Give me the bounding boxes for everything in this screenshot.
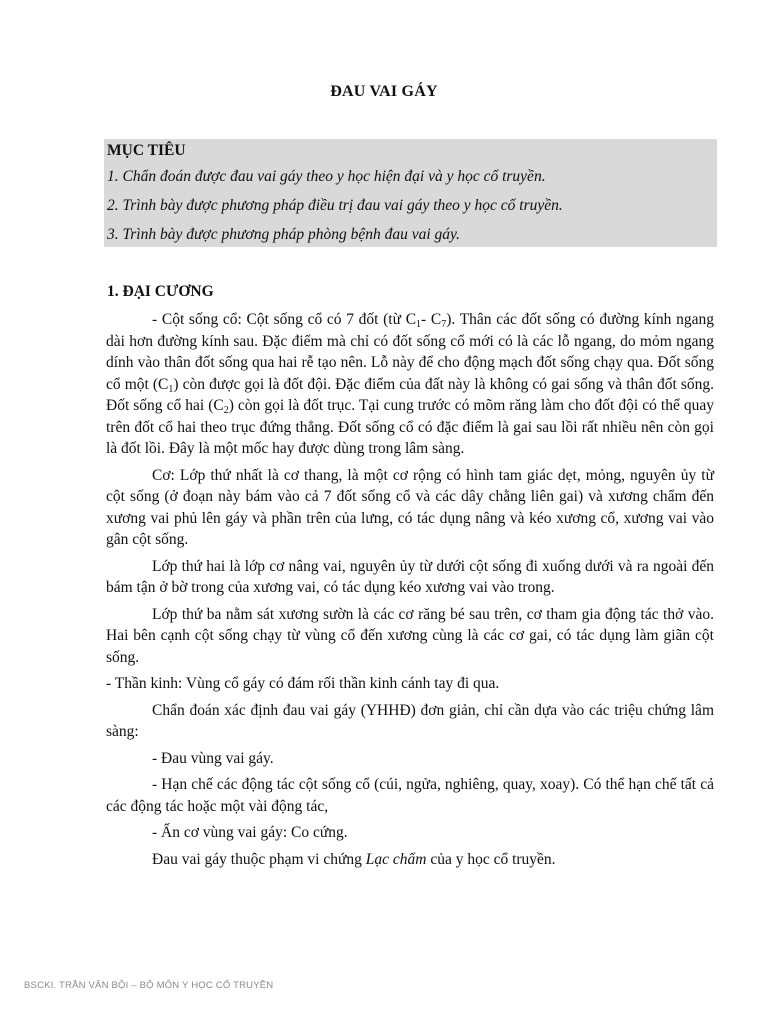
subscript: 1 [416,319,422,330]
objective-item-3: 3. Trình bày được phương pháp phòng bệnh đau vai gáy. [107,226,460,243]
subscript: 7 [441,319,447,330]
objectives-heading: MỤC TIÊU [107,142,186,159]
text-run: ) còn được gọi là đốt đội. Đặc điểm của đất này là không có gai sống và thân đốt sống. Đốt sống cổ hai (C [106,375,714,414]
paragraph-muscle-layer-2: Lớp thứ hai là lớp cơ nâng vai, nguyên ủy từ dưới cột sống đi xuống dưới và ra ngoài đến bám tận ở bờ trong của xương vai, có tác dụng kéo xương vai vào trong. [106,557,714,596]
text-run: - C [421,311,442,328]
objectives-box [104,139,717,247]
text-run: ) còn gọi là đốt trục. Tại cung trước có mõm răng làm cho đốt đội có thể quay trên đốt cổ hai theo trục đứng thẳng. Đốt sống cổ có đặc điểm là gai sau lồi rất nhiều nên còn gọi là đốt lồi. Đây là một mốc hay được dùng trong lâm sàng. [106,397,714,457]
paragraph-symptom-limitation: - Hạn chế các động tác cột sống cổ (cúi, ngửa, nghiêng, quay, xoay). Có thể hạn chế tất cả các động tác hoặc một vài động tác, [106,776,714,815]
paragraph-diagnosis: Chẩn đoán xác định đau vai gáy (YHHĐ) đơn giản, chỉ cần dựa vào các triệu chứng lâm sàng: [106,701,714,740]
section-heading: 1. ĐẠI CƯƠNG [107,283,214,300]
objective-item-1: 1. Chẩn đoán được đau vai gáy theo y học hiện đại và y học cổ truyền. [107,168,546,185]
subscript: 2 [223,405,229,416]
page-footer: BSCKI. TRẦN VĂN BỘI – BỘ MÔN Y HỌC CỔ TRUYỀN [24,980,274,991]
paragraph-nerves: - Thần kinh: Vùng cổ gáy có đám rối thần kinh cánh tay đi qua. [106,675,500,692]
italic-term: Lạc chẩm [365,850,427,868]
text-run: Đau vai gáy thuộc phạm vi chứng [152,850,366,868]
section-body [106,309,714,875]
paragraph-symptom-pain: - Đau vùng vai gáy. [152,749,274,767]
paragraph-traditional-medicine [106,849,714,871]
paragraph-cervical-spine [106,309,714,460]
document-title: ĐAU VAI GÁY [330,83,438,100]
subscript: 1 [168,383,174,395]
text-run: ). Thân các đốt sống có đường kính ngang dài hơn đường kính sau. Đặc điểm mà chỉ có đốt sống cổ mới có là các lỗ ngang, do mỏm ngang dính vào thân đốt sống qua hai rễ tạo nên. Lỗ này để cho động mạch đốt sống chạy qua. Đốt sống cổ một (C [106,311,715,393]
paragraph-muscle-layer-1: Cơ: Lớp thứ nhất là cơ thang, là một cơ rộng có hình tam giác dẹt, mỏng, nguyên ủy từ cột sống (ở đoạn này bám vào cả 7 đốt sống cổ và các dây chằng liên gai) và xương chẩm đến xương vai phủ lên gáy và phần trên của lưng, có tác dụng nâng và kéo xương cổ, xương vai vào gân cột sống. [106,466,714,548]
objective-item-2: 2. Trình bày được phương pháp điều trị đau vai gáy theo y học cổ truyền. [107,197,563,214]
paragraph-muscle-layer-3: Lớp thứ ba nằm sát xương sườn là các cơ răng bé sau trên, cơ tham gia động tác thở vào. Hai bên cạnh cột sống chạy từ vùng cổ đến xương cùng là các cơ gai, có tác dụng làm giãn cột sống. [106,605,714,666]
text-run: của y học cổ truyền. [426,850,556,868]
paragraph-symptom-spasm: - Ấn cơ vùng vai gáy: Co cứng. [152,824,348,841]
text-run: - Cột sống cổ: Cột sống cổ có 7 đốt (từ C [152,311,417,328]
